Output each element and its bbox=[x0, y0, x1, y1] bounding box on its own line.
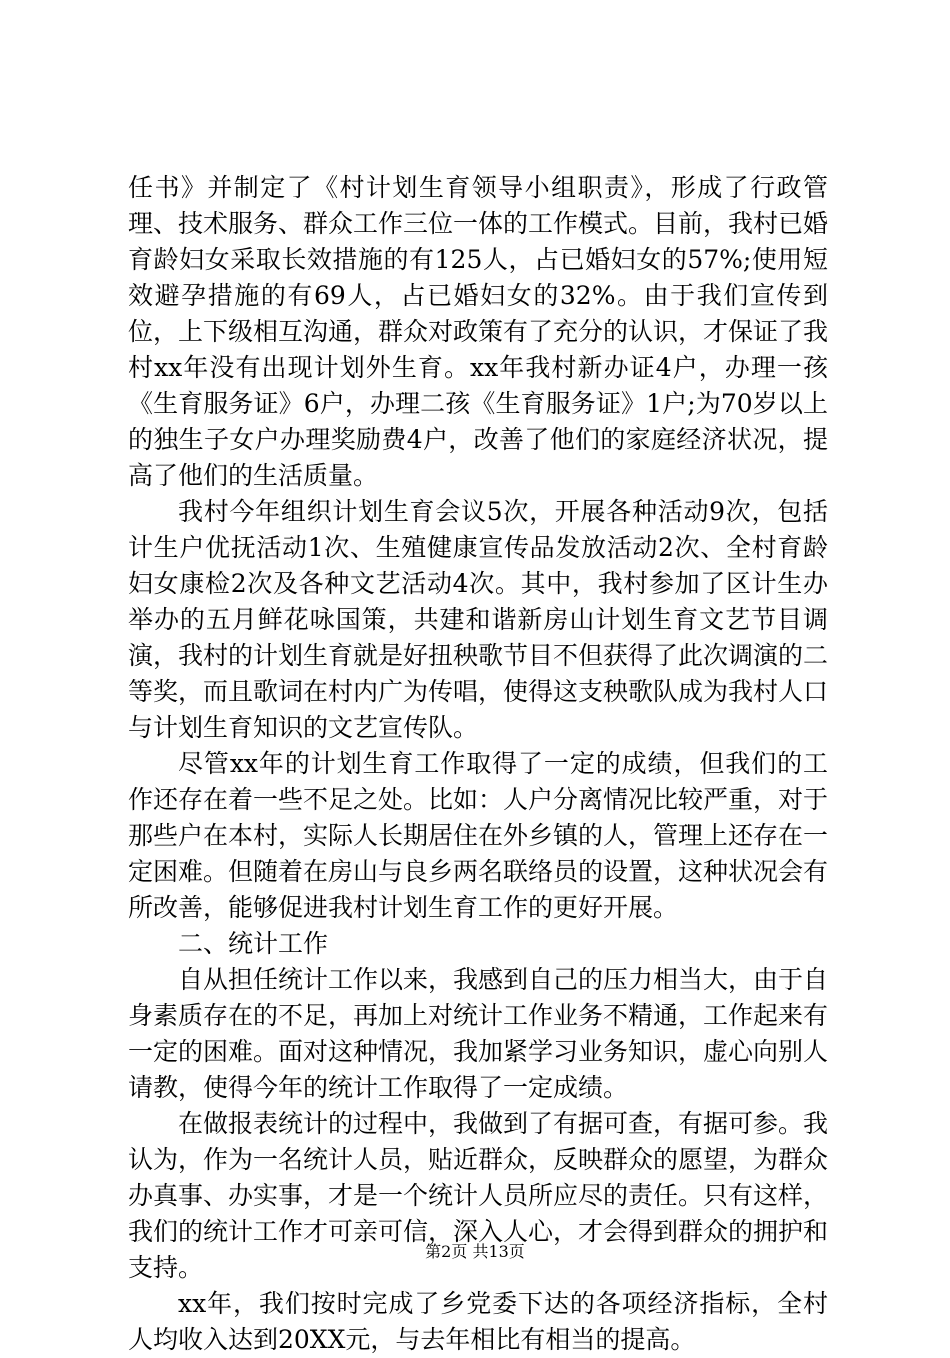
paragraph-1: 任书》并制定了《村计划生育领导小组职责》，形成了行政管理、技术服务、群众工作三位一体的工作模式。目前，我村已婚育龄妇女采取长效措施的有125人，占已婚妇女的57%;使用短效避孕措施的有69人，占已婚妇女的32%。由于我们宣传到位，上下级相互沟通，群众对政策有了充分的认识，才保证了我村xx年没有出现计划外生育。xx年我村新办证4户，办理一孩《生育服务证》6户，办理二孩《生育服务证》1户;为70岁以上的独生子女户办理奖励费4户，改善了他们的家庭经济状况，提高了他们的生活质量。 bbox=[128, 173, 829, 490]
paragraph-2: 我村今年组织计划生育会议5次，开展各种活动9次，包括计生户优抚活动1次、生殖健康宣传品发放活动2次、全村育龄妇女康检2次及各种文艺活动4次。其中，我村参加了区计生办举办的五月鲜花咏国策，共建和谐新房山计划生育文艺节目调演，我村的计划生育就是好扭秧歌节目不但获得了此次调演的二等奖，而且歌词在村内广为传唱，使得这支秧歌队成为我村人口与计划生育知识的文艺宣传队。 bbox=[128, 497, 829, 742]
paragraph-4: 自从担任统计工作以来，我感到自己的压力相当大，由于自身素质存在的不足，再加上对统计工作业务不精通，工作起来有一定的困难。面对这种情况，我加紧学习业务知识，虚心向别人请教，使得今年的统计工作取得了一定成绩。 bbox=[128, 965, 829, 1102]
paragraph-5: 在做报表统计的过程中，我做到了有据可查，有据可参。我认为，作为一名统计人员，贴近群众，反映群众的愿望，为群众办真事、办实事，才是一个统计人员所应尽的责任。只有这样，我们的统计工作才可亲可信，深入人心，才会得到群众的拥护和支持。 bbox=[128, 1109, 829, 1282]
document-body bbox=[128, 170, 828, 1358]
paragraph-6: xx年，我们按时完成了乡党委下达的各项经济指标，全村人均收入达到20XX元，与去年相比有相当的提高。 bbox=[128, 1289, 828, 1354]
section-heading-statistics: 二、统计工作 bbox=[178, 929, 329, 958]
paragraph-3: 尽管xx年的计划生育工作取得了一定的成绩，但我们的工作还存在着一些不足之处。比如：人户分离情况比较严重，对于那些户在本村，实际人长期居住在外乡镇的人，管理上还存在一定困难。但随着在房山与良乡两名联络员的设置，这种状况会有所改善，能够促进我村计划生育工作的更好开展。 bbox=[128, 749, 829, 922]
page-footer: 第2页 共13页 bbox=[425, 1242, 525, 1261]
